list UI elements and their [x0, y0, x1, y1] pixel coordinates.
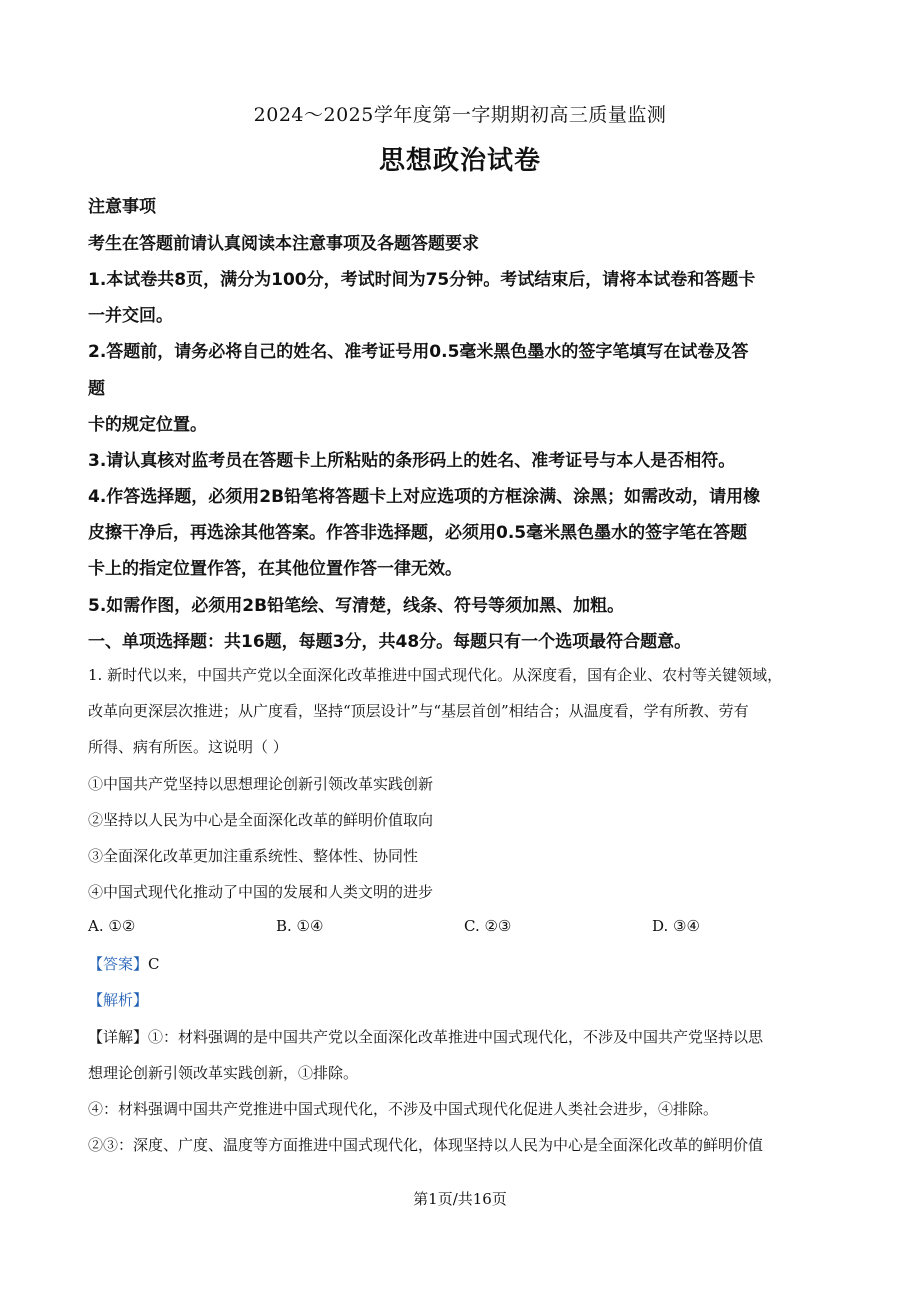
notice-heading: 注意事项: [88, 197, 156, 217]
statement-1: ①中国共产党坚持以思想理论创新引领改革实践创新: [88, 775, 434, 793]
statement-4: ④中国式现代化推动了中国的发展和人类文明的进步: [88, 883, 434, 901]
statement-3: ③全面深化改革更加注重系统性、整体性、协同性: [88, 847, 419, 865]
section-heading: 一、单项选择题：共16题，每题3分，共48分。每题只有一个选项最符合题意。: [88, 632, 692, 652]
notice-line: 3.请认真核对监考员在答题卡上所粘贴的条形码上的姓名、准考证号与本人是否相符。: [88, 451, 736, 471]
notice-line: 卡上的指定位置作答，在其他位置作答一律无效。: [88, 559, 462, 579]
notice-line: 2.答题前，请务必将自己的姓名、准考证号用0.5毫米黑色墨水的签字笔填写在试卷及答: [88, 342, 749, 362]
notice-line: 题: [88, 379, 105, 399]
page-number: 第1页/共16页: [413, 1190, 507, 1208]
option-b: B. ①④: [276, 917, 324, 935]
detail-line: ②③：深度、广度、温度等方面推进中国式现代化，体现坚持以人民为中心是全面深化改革的鲜明价值: [88, 1136, 764, 1154]
detail-line: 想理论创新引领改革实践创新，①排除。: [88, 1064, 359, 1082]
notice-line: 皮擦干净后，再选涂其他答案。作答非选择题，必须用0.5毫米黑色墨水的签字笔在答题: [88, 523, 748, 543]
notice-line: 5.如需作图，必须用2B铅笔绘、写清楚，线条、符号等须加黑、加粗。: [88, 596, 625, 616]
question-stem: 所得、病有所医。这说明（ ）: [88, 738, 288, 756]
detail-label: 【详解】: [88, 1028, 149, 1046]
notice-line: 一并交回。: [88, 306, 173, 326]
exam-title: 思想政治试卷: [378, 146, 541, 176]
exam-subtitle: 2024～2025学年度第一字期期初高三质量监测: [253, 104, 667, 126]
question-stem: 1. 新时代以来，中国共产党以全面深化改革推进中国式现代化。从深度看，国有企业、农村等关键领域，: [88, 666, 783, 684]
option-a: A. ①②: [88, 917, 136, 935]
option-c: C. ②③: [464, 917, 512, 935]
detail-row: [88, 1026, 763, 1047]
statement-2: ②坚持以人民为中心是全面深化改革的鲜明价值取向: [88, 811, 434, 829]
answer-row: [88, 953, 160, 974]
answer-value: C: [148, 955, 160, 973]
question-stem: 改革向更深层次推进；从广度看，坚持“顶层设计”与“基层首创”相结合；从温度看，学有所教、劳有: [88, 702, 749, 720]
notice-intro: 考生在答题前请认真阅读本注意事项及各题答题要求: [88, 234, 479, 254]
detail-line: ①：材料强调的是中国共产党以全面深化改革推进中国式现代化，不涉及中国共产党坚持以思: [148, 1028, 764, 1046]
notice-line: 1.本试卷共8页，满分为100分，考试时间为75分钟。考试结束后，请将本试卷和答题卡: [88, 270, 756, 290]
analysis-label: 【解析】: [88, 991, 149, 1009]
notice-line: 4.作答选择题，必须用2B铅笔将答题卡上对应选项的方框涂满、涂黑；如需改动，请用橡: [88, 487, 761, 507]
option-d: D. ③④: [652, 917, 700, 935]
detail-line: ④：材料强调中国共产党推进中国式现代化，不涉及中国式现代化促进人类社会进步，④排除。: [88, 1100, 719, 1118]
notice-line: 卡的规定位置。: [88, 415, 207, 435]
answer-label: 【答案】: [88, 955, 149, 973]
